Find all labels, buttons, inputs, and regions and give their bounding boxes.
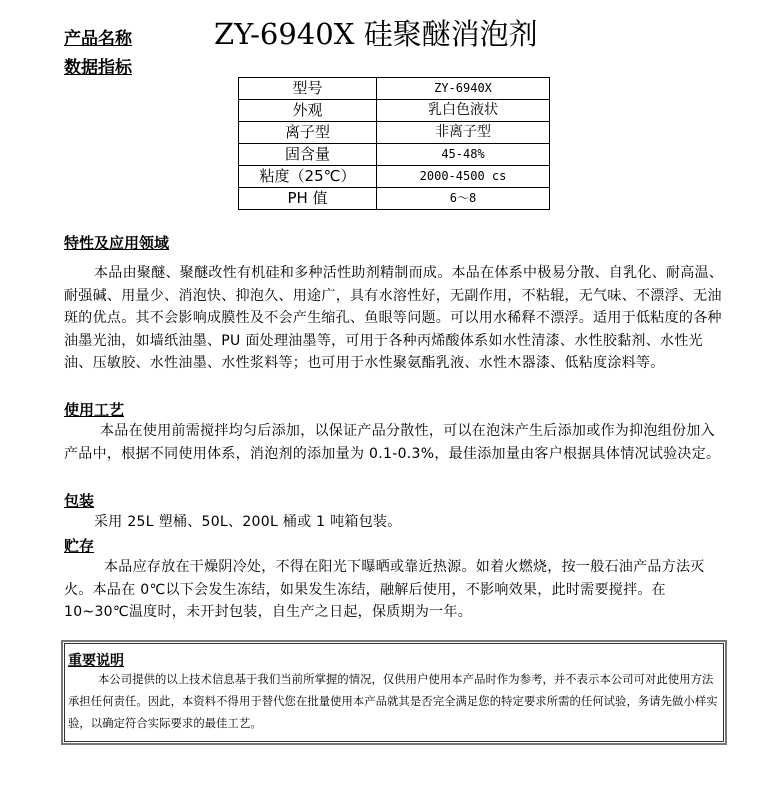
features-heading: 特性及应用领域 [64, 234, 170, 252]
page-title: ZY-6940X 硅聚醚消泡剂 [214, 17, 538, 51]
packaging-paragraph [64, 511, 724, 534]
packaging-heading: 包装 [64, 492, 95, 510]
table-row [239, 166, 550, 188]
spec-key: 型号 [239, 78, 377, 100]
spec-value: 45-48% [377, 144, 550, 166]
spec-value: 非离子型 [377, 122, 550, 144]
table-row [239, 188, 550, 210]
spec-key: 离子型 [239, 122, 377, 144]
spec-label: 数据指标 [64, 58, 132, 78]
spec-key: 固含量 [239, 144, 377, 166]
table-row [239, 78, 550, 100]
important-notice-box [61, 640, 727, 745]
usage-heading: 使用工艺 [64, 401, 125, 419]
spec-value: 6～8 [377, 188, 550, 210]
spec-value: 2000-4500 cs [377, 166, 550, 188]
storage-paragraph [64, 556, 724, 624]
storage-text: 本品应存放在干燥阴冷处，不得在阳光下曝晒或靠近热源。如着火燃烧，按一般石油产品方法灭火。本品在 0℃以下会发生冻结，如果发生冻结，融解后使用，不影响效果，此时需要搅拌。在 10~30℃温度时，未开封包装，自生产之日起，保质期为一年。 [64, 559, 705, 621]
features-paragraph [64, 262, 724, 375]
notice-heading: 重要说明 [68, 653, 124, 669]
packaging-text: 采用 25L 塑桶、50L、200L 桶或 1 吨箱包装。 [94, 514, 402, 530]
storage-heading: 贮存 [64, 537, 95, 555]
notice-text: 本公司提供的以上技术信息基于我们当前所掌握的情况，仅供用户使用本产品时作为参考，并不表示本公司可对此使用方法承担任何责任。因此，本资料不得用于替代您在批量使用本产品就其是否完全满足您的特定要求所需的任何试验，务请先做小样实验，以确定符合实际要求的最佳工艺。 [68, 673, 718, 730]
spec-value: ZY-6940X [377, 78, 550, 100]
table-row [239, 144, 550, 166]
spec-key: PH 值 [239, 188, 377, 210]
spec-key: 粘度（25℃） [239, 166, 377, 188]
usage-paragraph [64, 420, 724, 465]
usage-text: 本品在使用前需搅拌均匀后添加，以保证产品分散性，可以在泡沫产生后添加或作为抑泡组份加入产品中，根据不同使用体系，消泡剂的添加量为 0.1-0.3%，最佳添加量由客户根据具体情况试验决定。 [64, 423, 721, 462]
features-text: 本品由聚醚、聚醚改性有机硅和多种活性助剂精制而成。本品在体系中极易分散、自乳化、耐高温、耐强碱、用量少、消泡快、抑泡久、用途广，具有水溶性好，无副作用，不粘辊，无气味、不漂浮、无油斑的优点。其不会影响成膜性及不会产生缩孔、鱼眼等问题。可以用水稀释不漂浮。适用于低粘度的各种油墨光油，如墙纸油墨、PU 面处理油墨等，可用于各种丙烯酸体系如水性清漆、水性胶黏剂、水性光油、压敏胶、水性油墨、水性浆料等；也可用于水性聚氨酯乳液、水性木器漆、低粘度涂料等。 [64, 265, 724, 372]
table-row [239, 100, 550, 122]
spec-value: 乳白色液状 [377, 100, 550, 122]
table-row [239, 122, 550, 144]
spec-table [238, 77, 550, 210]
product-name-label: 产品名称 [64, 29, 132, 49]
spec-key: 外观 [239, 100, 377, 122]
notice-paragraph [68, 669, 720, 735]
